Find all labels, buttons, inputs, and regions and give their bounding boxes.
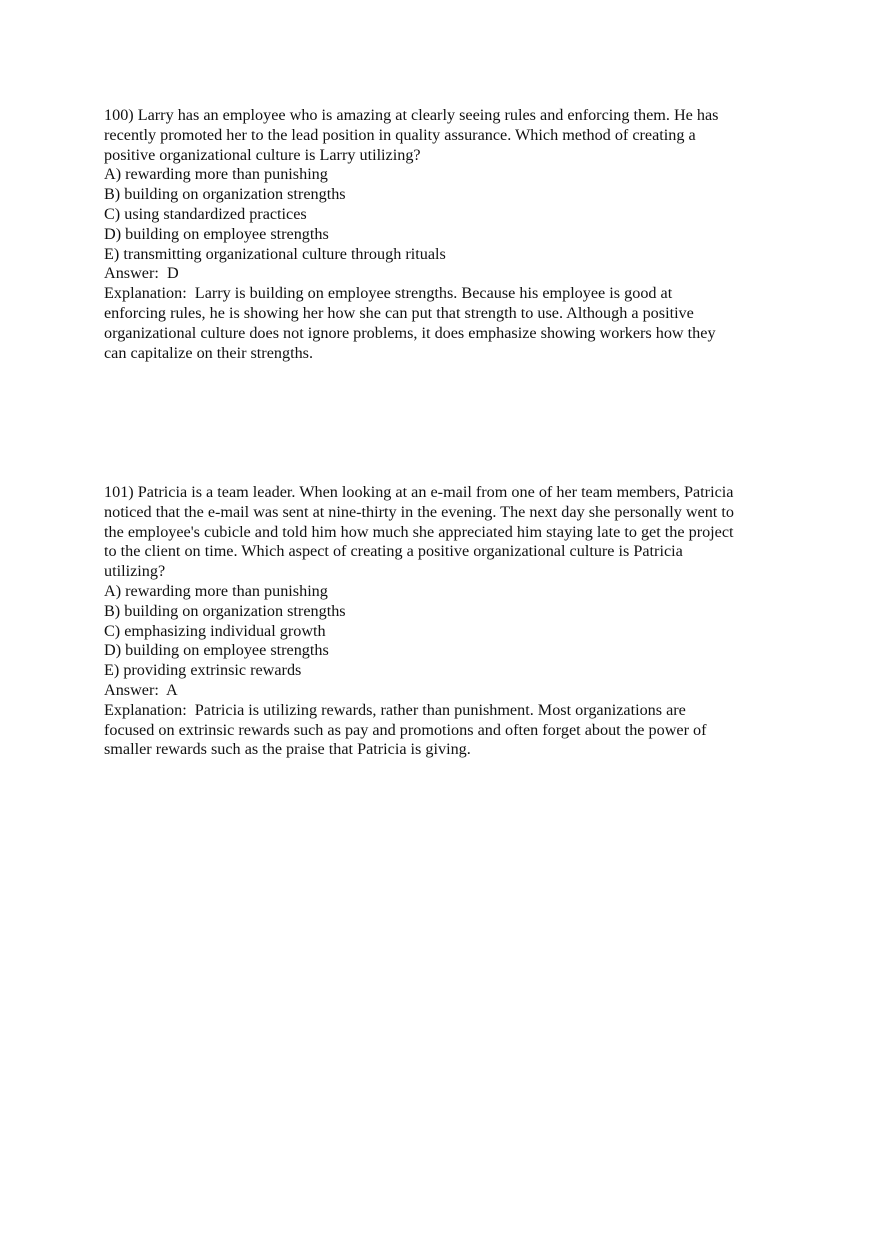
stem-line: positive organizational culture is Larry utilizing? [104,145,421,164]
answer: Answer: A [104,680,178,699]
question-stem [104,483,784,582]
explanation-line: enforcing rules, he is showing her how she can put that strength to use. Although a positive [104,303,694,322]
option-b: B) building on organization strengths [104,185,346,204]
explanation-line: focused on extrinsic rewards such as pay and promotions and often forget about the power of [104,720,707,739]
question-100 [104,106,784,363]
explanation [104,284,784,363]
explanation-line: Explanation: Larry is building on employee strengths. Because his employee is good at [104,284,673,303]
answer-options [104,582,784,681]
stem-line: 100) Larry has an employee who is amazing at clearly seeing rules and enforcing them. He has [104,106,719,124]
stem-line: recently promoted her to the lead position in quality assurance. Which method of creating a [104,125,696,144]
option-d: D) building on employee strengths [104,641,329,660]
option-a: A) rewarding more than punishing [104,165,328,184]
option-e: E) providing extrinsic rewards [104,661,302,680]
option-c: C) using standardized practices [104,204,307,223]
question-stem [104,106,784,165]
answer-options [104,165,784,264]
stem-line: noticed that the e-mail was sent at nine-thirty in the evening. The next day she personally went to [104,502,734,521]
option-c: C) emphasizing individual growth [104,621,326,640]
explanation [104,701,784,760]
stem-line: the employee's cubicle and told him how much she appreciated him staying late to get the project [104,522,734,541]
option-a: A) rewarding more than punishing [104,581,328,600]
answer: Answer: D [104,264,179,283]
explanation-line: organizational culture does not ignore problems, it does emphasize showing workers how they [104,323,716,342]
stem-line: 101) Patricia is a team leader. When looking at an e-mail from one of her team members, Patricia [104,483,734,501]
question-101 [104,483,784,760]
explanation-line: can capitalize on their strengths. [104,343,314,362]
option-e: E) transmitting organizational culture through rituals [104,244,446,263]
explanation-line: Explanation: Patricia is utilizing rewards, rather than punishment. Most organizations are [104,700,686,719]
option-b: B) building on organization strengths [104,601,346,620]
stem-line: to the client on time. Which aspect of creating a positive organizational culture is Patricia [104,542,683,561]
stem-line: utilizing? [104,562,166,581]
explanation-line: smaller rewards such as the praise that Patricia is giving. [104,740,471,759]
option-d: D) building on employee strengths [104,224,329,243]
